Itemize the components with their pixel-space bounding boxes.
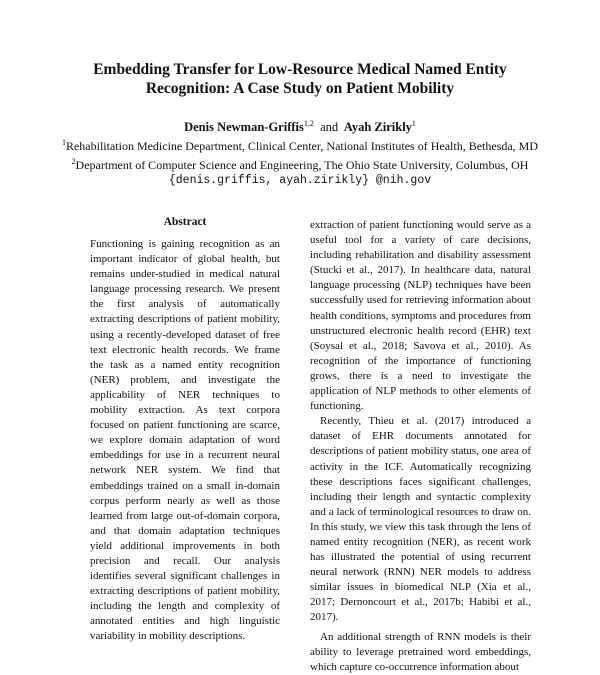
author-block [60, 116, 540, 189]
body-paragraph-2: Recently, Thieu et al. (2017) introduced a dataset of EHR documents annotated for descriptions of patient mobility status, one area of activity in the ICF. Automatically recognizing these descriptions faces significant challenges, including their length and syntactic complexity and a lack of terminological resources to draw on. In this study, we view this task through the lens of named entity recognition (NER), as recent work has illustrated the potential of using recurrent neural network (RNN) NER models to address similar issues in biomedical NLP (Xia et al., 2017; Dernoncourt et al., 2017b; Habibi et al., 2017). [310, 415, 531, 624]
affiliation-2 [60, 154, 540, 173]
affiliation-2-text: Department of Computer Science and Engineering, The Ohio State University, Columbus, OH [75, 158, 529, 173]
title-line-2: Recognition: A Case Study on Patient Mobility [145, 80, 455, 97]
title-line-1: Embedding Transfer for Low-Resource Medical Named Entity [93, 61, 507, 78]
author-conjunction: and [320, 120, 339, 135]
author-1: Denis Newman-Griffis [184, 120, 304, 135]
body-paragraph-1: extraction of patient functioning would serve as a useful tool for a variety of care decisions, including rehabilitation and disability assessment (Stucki et al., 2017). In healthcare data, natural language processing (NLP) techniques have been successfully used for retrieving information about health conditions, symptoms and procedures from unstructured electronic health record (EHR) text (Soysal et al., 2018; Savova et al., 2010). As recognition of the importance of functioning grows, there is a need to investigate the application of NLP methods to other elements of functioning. [310, 219, 531, 413]
author-emails: {denis.griffis, ayah.zirikly} @nih.gov [168, 174, 432, 188]
body-column-right [310, 218, 531, 675]
affiliation-2-mark: 2 [71, 157, 76, 167]
paper-title [60, 60, 540, 98]
abstract-column [90, 237, 280, 645]
author-names [60, 116, 540, 135]
affiliation-1-mark: 1 [61, 138, 66, 148]
abstract-heading: Abstract [163, 216, 207, 228]
author-2: Ayah Zirikly [343, 120, 412, 135]
affiliation-1 [60, 135, 540, 154]
body-paragraph-3: An additional strength of RNN models is their ability to leverage pretrained word embeddings, which capture co-occurrence information about [310, 630, 531, 673]
abstract-text: Functioning is gaining recognition as an important indicator of global health, but remains under-studied in medical natural language processing research. We present the first analysis of automatically extracting descriptions of patient mobility, using a recently-developed dataset of free text electronic health records. We frame the task as a named entity recognition (NER) problem, and investigate the applicability of NER techniques to mobility extraction. As text corpora focused on patient functioning are scarce, we explore domain adaptation of word embeddings for use in a recurrent neural network NER system. We find that embeddings trained on a small in-domain corpus perform nearly as well as those learned from large out-of-domain corpora, and that domain adaptation techniques yield additional improvements in both precision and recall. Our analysis identifies several significant challenges in extracting descriptions of patient mobility, including the length and complexity of annotated entities and high linguistic variability in mobility descriptions. [90, 238, 280, 643]
affiliation-1-text: Rehabilitation Medicine Department, Clinical Center, National Institutes of Health, Bethesda, MD [65, 139, 539, 154]
author-2-affiliation-marks: 1 [411, 119, 416, 128]
author-1-affiliation-marks: 1,2 [303, 119, 314, 128]
